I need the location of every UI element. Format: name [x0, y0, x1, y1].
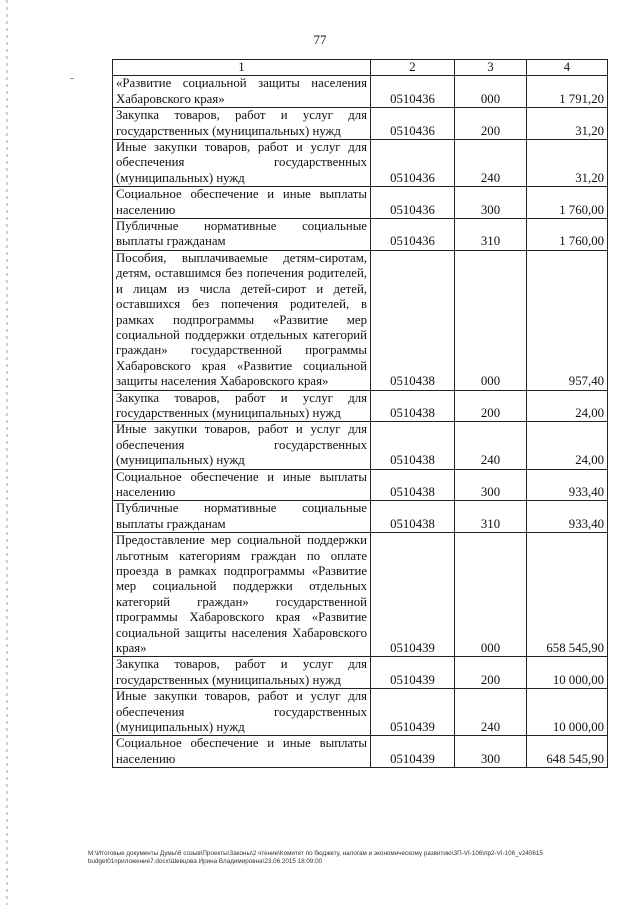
- row-name-cell: Закупка товаров, работ и услуг для государственных (муниципальных) нужд: [113, 390, 371, 422]
- table-row: [113, 187, 608, 219]
- row-name-cell: Социальное обеспечение и иные выплаты населению: [113, 736, 371, 768]
- row-amount-cell: 24,00: [527, 422, 608, 469]
- row-amount-cell: 24,00: [527, 390, 608, 422]
- row-amount-cell: 933,40: [527, 501, 608, 533]
- row-code-cell: 0510436: [371, 187, 455, 219]
- table-row: [113, 219, 608, 251]
- row-type-cell: 000: [455, 533, 527, 657]
- row-name-cell: Закупка товаров, работ и услуг для государственных (муниципальных) нужд: [113, 108, 371, 140]
- row-code-cell: 0510438: [371, 250, 455, 390]
- row-type-cell: 240: [455, 422, 527, 469]
- page-number: 77: [313, 32, 327, 47]
- row-code-cell: 0510436: [371, 108, 455, 140]
- row-code-cell: 0510439: [371, 657, 455, 689]
- row-amount-cell: 10 000,00: [527, 657, 608, 689]
- row-name-cell: Закупка товаров, работ и услуг для государственных (муниципальных) нужд: [113, 657, 371, 689]
- row-name-cell: Социальное обеспечение и иные выплаты населению: [113, 187, 371, 219]
- column-header-code: 2: [371, 60, 455, 76]
- row-name-cell: «Развитие социальной защиты населения Хабаровского края»: [113, 76, 371, 108]
- table-row: [113, 657, 608, 689]
- row-type-cell: 300: [455, 736, 527, 768]
- row-amount-cell: 1 760,00: [527, 219, 608, 251]
- column-header-amount: 4: [527, 60, 608, 76]
- row-type-cell: 310: [455, 219, 527, 251]
- table-row: [113, 140, 608, 187]
- row-amount-cell: 933,40: [527, 469, 608, 501]
- row-amount-cell: 658 545,90: [527, 533, 608, 657]
- row-code-cell: 0510436: [371, 219, 455, 251]
- file-path-footer: M:\Итоговые документы Думы\6 созыв\Проекты\Законы\2 чтение\Комитет по бюджету, налогам и экономическому развитию\ЗП-VI-106\пр2-VI-106_v240615 budget01приложение7.docx\Шевцова Ирина Владимировна\23.06.2015 18:09:00: [88, 850, 543, 865]
- table-row: [113, 108, 608, 140]
- row-code-cell: 0510436: [371, 76, 455, 108]
- column-header-name: 1: [113, 60, 371, 76]
- row-code-cell: 0510438: [371, 390, 455, 422]
- row-amount-cell: 1 760,00: [527, 187, 608, 219]
- table-row: [113, 250, 608, 390]
- row-code-cell: 0510439: [371, 689, 455, 736]
- row-type-cell: 240: [455, 689, 527, 736]
- row-name-cell: Иные закупки товаров, работ и услуг для обеспечения государственных (муниципальных) нужд: [113, 689, 371, 736]
- row-name-cell: Социальное обеспечение и иные выплаты населению: [113, 469, 371, 501]
- row-name-cell: Публичные нормативные социальные выплаты гражданам: [113, 501, 371, 533]
- table-header-row: [113, 60, 608, 76]
- row-name-cell: Иные закупки товаров, работ и услуг для обеспечения государственных (муниципальных) нужд: [113, 140, 371, 187]
- row-type-cell: 200: [455, 108, 527, 140]
- row-type-cell: 000: [455, 76, 527, 108]
- row-code-cell: 0510439: [371, 533, 455, 657]
- row-amount-cell: 10 000,00: [527, 689, 608, 736]
- row-type-cell: 240: [455, 140, 527, 187]
- column-header-type: 3: [455, 60, 527, 76]
- table-row: [113, 422, 608, 469]
- row-type-cell: 310: [455, 501, 527, 533]
- row-amount-cell: 31,20: [527, 108, 608, 140]
- row-code-cell: 0510438: [371, 422, 455, 469]
- row-code-cell: 0510438: [371, 501, 455, 533]
- table-row: [113, 689, 608, 736]
- table-row: [113, 736, 608, 768]
- row-name-cell: Пособия, выплачиваемые детям-сиротам, детям, оставшимся без попечения родителей, и лицам из числа детей-сирот и детей, оставшихся без попечения родителей, в рамках подпрограммы «Развитие мер социальной поддержки отдельных категорий граждан» государственной программы Хабаровского края «Развитие социальной защиты населения Хабаровского края»: [113, 250, 371, 390]
- row-type-cell: 000: [455, 250, 527, 390]
- table-row: [113, 469, 608, 501]
- binding-margin-mark: [6, 0, 8, 905]
- row-type-cell: 300: [455, 469, 527, 501]
- row-name-cell: Предоставление мер социальной поддержки льготным категориям граждан по оплате проезда в рамках подпрограммы «Развитие мер социальной поддержки отдельных категорий граждан» государственной программы Хабаровского края «Развитие социальной защиты населения Хабаровского края»: [113, 533, 371, 657]
- row-type-cell: 200: [455, 657, 527, 689]
- row-code-cell: 0510438: [371, 469, 455, 501]
- row-type-cell: 300: [455, 187, 527, 219]
- row-amount-cell: 1 791,20: [527, 76, 608, 108]
- table-row: [113, 76, 608, 108]
- table-row: [113, 501, 608, 533]
- row-amount-cell: 31,20: [527, 140, 608, 187]
- row-name-cell: Публичные нормативные социальные выплаты гражданам: [113, 219, 371, 251]
- row-amount-cell: 648 545,90: [527, 736, 608, 768]
- row-type-cell: 200: [455, 390, 527, 422]
- table-body: [113, 76, 608, 768]
- scan-mark: [70, 78, 74, 79]
- table-row: [113, 390, 608, 422]
- row-code-cell: 0510436: [371, 140, 455, 187]
- row-amount-cell: 957,40: [527, 250, 608, 390]
- budget-table: [112, 59, 608, 768]
- row-name-cell: Иные закупки товаров, работ и услуг для обеспечения государственных (муниципальных) нужд: [113, 422, 371, 469]
- table-row: [113, 533, 608, 657]
- row-code-cell: 0510439: [371, 736, 455, 768]
